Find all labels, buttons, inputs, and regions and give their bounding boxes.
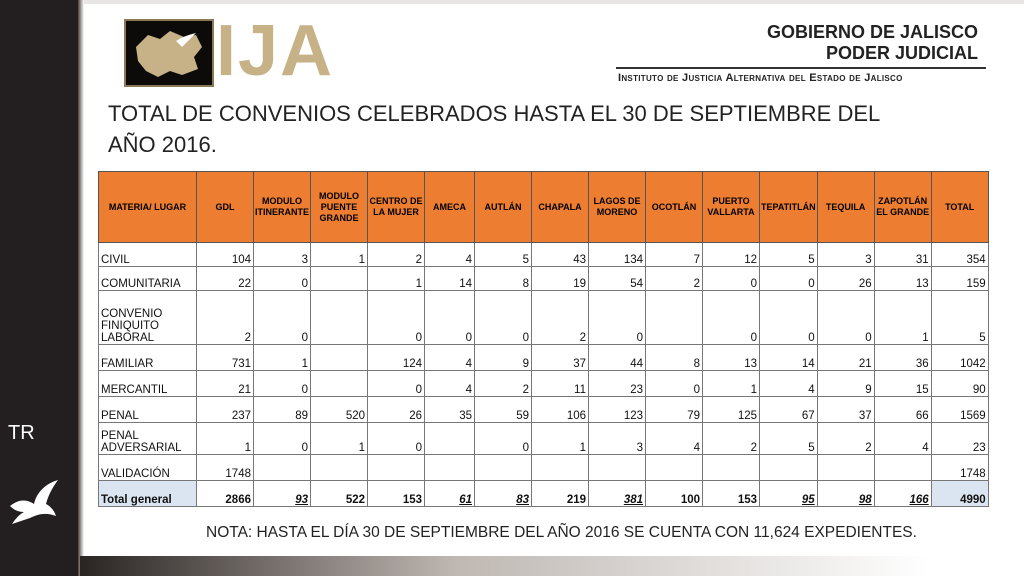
total-cell: 381: [589, 481, 646, 507]
total-row: [99, 481, 989, 507]
table-cell: 1: [197, 423, 254, 455]
total-cell: 522: [311, 481, 368, 507]
total-cell: 83: [475, 481, 532, 507]
table-cell: 5: [760, 243, 818, 267]
column-header: CENTRO DE LA MUJER: [368, 172, 425, 243]
table-cell: 159: [931, 267, 988, 291]
table-cell: [311, 345, 368, 371]
table-cell: 13: [703, 345, 760, 371]
table-row: [99, 455, 989, 481]
table-cell: 2: [817, 423, 874, 455]
table-cell: 134: [589, 243, 646, 267]
column-header: TEPATITLÁN: [760, 172, 818, 243]
row-label: PENAL: [99, 397, 197, 423]
gov-line-1: GOBIERNO DE JALISCO: [766, 22, 978, 42]
dove-icon: [6, 476, 62, 526]
table-cell: 1: [254, 345, 311, 371]
table-cell: 23: [931, 423, 988, 455]
table-cell: 1: [368, 267, 425, 291]
total-cell: 166: [874, 481, 931, 507]
row-label: PENAL ADVERSARIAL: [99, 423, 197, 455]
table-cell: 26: [368, 397, 425, 423]
total-label: Total general: [99, 481, 197, 507]
table-cell: [817, 455, 874, 481]
table-cell: 1: [532, 423, 589, 455]
table-cell: 4: [425, 345, 475, 371]
government-title: [700, 22, 978, 64]
table-cell: 1: [311, 243, 368, 267]
total-cell: 153: [703, 481, 760, 507]
table-cell: [475, 455, 532, 481]
table-cell: 0: [475, 423, 532, 455]
table-cell: 21: [817, 345, 874, 371]
table-row: [99, 267, 989, 291]
jalisco-map-icon: [130, 27, 206, 79]
table-cell: 1: [311, 423, 368, 455]
total-cell: 95: [760, 481, 818, 507]
table-cell: 66: [874, 397, 931, 423]
table-cell: 12: [703, 243, 760, 267]
table-cell: 2: [368, 243, 425, 267]
table-cell: [874, 455, 931, 481]
table-cell: 1: [703, 371, 760, 397]
total-cell: 93: [254, 481, 311, 507]
table-cell: 520: [311, 397, 368, 423]
table-cell: 37: [532, 345, 589, 371]
table-cell: 11: [532, 371, 589, 397]
table-cell: 0: [425, 291, 475, 345]
table-cell: 0: [368, 423, 425, 455]
table-cell: 0: [368, 291, 425, 345]
total-cell: 4990: [931, 481, 988, 507]
table-cell: 14: [760, 345, 818, 371]
table-cell: 23: [589, 371, 646, 397]
table-cell: 731: [197, 345, 254, 371]
row-label: COMUNITARIA: [99, 267, 197, 291]
table-cell: 2: [475, 371, 532, 397]
table-cell: 2: [703, 423, 760, 455]
table-cell: 36: [874, 345, 931, 371]
table-cell: 8: [475, 267, 532, 291]
column-header: MODULO PUENTE GRANDE: [311, 172, 368, 243]
table-cell: 4: [874, 423, 931, 455]
table-cell: [532, 455, 589, 481]
table-cell: 106: [532, 397, 589, 423]
column-header: OCOTLÁN: [646, 172, 703, 243]
table-cell: [646, 455, 703, 481]
table-cell: 237: [197, 397, 254, 423]
table-row: [99, 397, 989, 423]
table-cell: 4: [425, 243, 475, 267]
agreements-table: [98, 171, 989, 507]
table-cell: 89: [254, 397, 311, 423]
table-cell: 2: [532, 291, 589, 345]
table-cell: 3: [254, 243, 311, 267]
gov-line-2: PODER JUDICIAL: [825, 43, 978, 63]
table-row: [99, 423, 989, 455]
table-cell: 59: [475, 397, 532, 423]
table-cell: 1748: [197, 455, 254, 481]
table-cell: 0: [368, 371, 425, 397]
total-cell: 2866: [197, 481, 254, 507]
table-cell: 0: [760, 291, 818, 345]
footer-note: NOTA: HASTA EL DÍA 30 DE SEPTIEMBRE DEL AÑO 2016 SE CUENTA CON 11,624 EXPEDIENTES.: [206, 524, 917, 541]
table-cell: 1748: [931, 455, 988, 481]
table-cell: 21: [197, 371, 254, 397]
table-cell: 9: [475, 345, 532, 371]
header-divider: [616, 67, 986, 69]
table-cell: 5: [931, 291, 988, 345]
column-header: MODULO ITINERANTE: [254, 172, 311, 243]
bottom-swoosh: [80, 556, 1024, 576]
table-header-row: [99, 172, 989, 243]
total-cell: 98: [817, 481, 874, 507]
table-cell: 35: [425, 397, 475, 423]
total-cell: 100: [646, 481, 703, 507]
table-cell: 1569: [931, 397, 988, 423]
table-cell: 0: [589, 291, 646, 345]
row-label: CIVIL: [99, 243, 197, 267]
jalisco-map-logo: [124, 19, 214, 87]
column-header: AUTLÁN: [475, 172, 532, 243]
table-cell: 22: [197, 267, 254, 291]
table-cell: 125: [703, 397, 760, 423]
table-row: [99, 291, 989, 345]
table-cell: 0: [646, 371, 703, 397]
table-cell: [311, 291, 368, 345]
table-cell: 1: [874, 291, 931, 345]
table-cell: 43: [532, 243, 589, 267]
table-cell: [425, 455, 475, 481]
column-header: TOTAL: [931, 172, 988, 243]
institute-name: Instituto de Justicia Alternativa del Estado de Jalisco: [618, 72, 903, 84]
table-cell: 4: [760, 371, 818, 397]
table-cell: 3: [589, 423, 646, 455]
row-label: VALIDACIÓN: [99, 455, 197, 481]
table-row: [99, 243, 989, 267]
column-header: ZAPOTLÁN EL GRANDE: [874, 172, 931, 243]
table-cell: 0: [475, 291, 532, 345]
table-cell: [311, 371, 368, 397]
table-cell: 0: [760, 267, 818, 291]
table-cell: 0: [254, 267, 311, 291]
table-cell: 7: [646, 243, 703, 267]
table-cell: 0: [817, 291, 874, 345]
table-cell: [760, 455, 818, 481]
table-cell: 354: [931, 243, 988, 267]
table-cell: 0: [254, 291, 311, 345]
table-cell: [311, 455, 368, 481]
row-label: CONVENIO FINIQUITO LABORAL: [99, 291, 197, 345]
table-cell: 5: [760, 423, 818, 455]
page-title: TOTAL DE CONVENIOS CELEBRADOS HASTA EL 30 DE SEPTIEMBRE DEL AÑO 2016.: [108, 101, 880, 157]
table-row: [99, 345, 989, 371]
table-cell: 54: [589, 267, 646, 291]
table-cell: 5: [475, 243, 532, 267]
table-cell: [703, 455, 760, 481]
table-cell: 3: [817, 243, 874, 267]
column-header: GDL: [197, 172, 254, 243]
table-cell: 9: [817, 371, 874, 397]
table-cell: 8: [646, 345, 703, 371]
table-cell: 26: [817, 267, 874, 291]
table-cell: 123: [589, 397, 646, 423]
column-header: LAGOS DE MORENO: [589, 172, 646, 243]
table-row: [99, 371, 989, 397]
column-header: CHAPALA: [532, 172, 589, 243]
table-cell: 90: [931, 371, 988, 397]
table-cell: 4: [646, 423, 703, 455]
column-header: TEQUILA: [817, 172, 874, 243]
table-cell: 2: [197, 291, 254, 345]
table-cell: 0: [703, 291, 760, 345]
table-cell: [425, 423, 475, 455]
row-label: FAMILIAR: [99, 345, 197, 371]
total-cell: 153: [368, 481, 425, 507]
table-cell: 37: [817, 397, 874, 423]
side-label: TR: [8, 422, 35, 444]
table-cell: [589, 455, 646, 481]
table-cell: 4: [425, 371, 475, 397]
table-cell: 0: [703, 267, 760, 291]
column-header: PUERTO VALLARTA: [703, 172, 760, 243]
table-cell: 67: [760, 397, 818, 423]
table-cell: 19: [532, 267, 589, 291]
table-cell: 0: [254, 423, 311, 455]
table-cell: [311, 267, 368, 291]
table-cell: 31: [874, 243, 931, 267]
table-cell: 2: [646, 267, 703, 291]
table-cell: 44: [589, 345, 646, 371]
ija-logo-text: IJA: [216, 11, 335, 91]
table-cell: 1042: [931, 345, 988, 371]
table-cell: 79: [646, 397, 703, 423]
total-cell: 61: [425, 481, 475, 507]
table-cell: [254, 455, 311, 481]
table-cell: 14: [425, 267, 475, 291]
row-label: MERCANTIL: [99, 371, 197, 397]
table-cell: 15: [874, 371, 931, 397]
total-cell: 219: [532, 481, 589, 507]
table-cell: 13: [874, 267, 931, 291]
table-cell: [646, 291, 703, 345]
table-cell: [368, 455, 425, 481]
table-cell: 0: [254, 371, 311, 397]
top-border: [84, 0, 1024, 4]
table-cell: 124: [368, 345, 425, 371]
column-header: MATERIA/ LUGAR: [99, 172, 197, 243]
table-cell: 104: [197, 243, 254, 267]
left-side-bar: [0, 0, 80, 576]
column-header: AMECA: [425, 172, 475, 243]
